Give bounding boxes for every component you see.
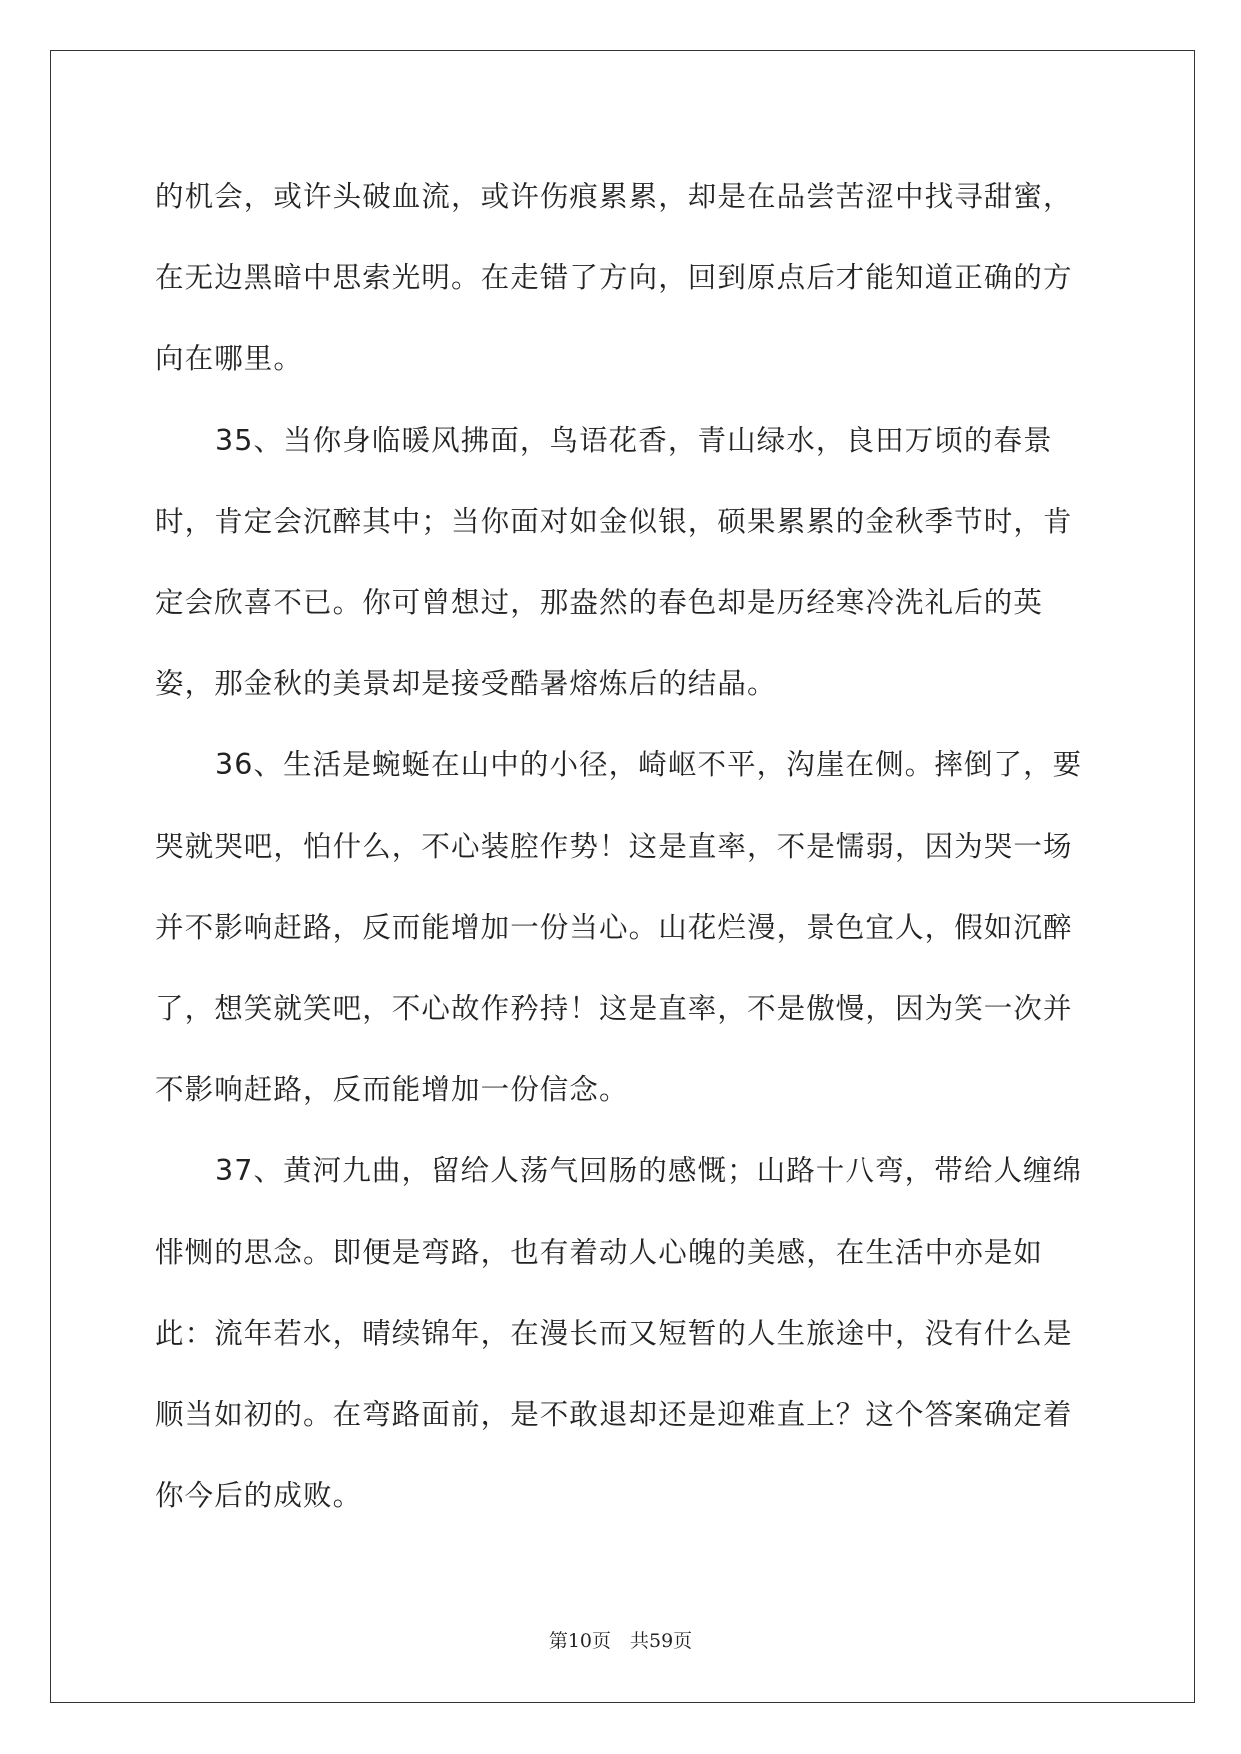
paragraph-35: 35、当你身临暖风拂面，鸟语花香，青山绿水，良田万顷的春景时，肯定会沉醉其中；当你面对如金似银，硕果累累的金秋季节时，肯定会欣喜不已。你可曾想过，那盎然的春色却是历经寒冷洗礼后的英姿，那金秋的美景却是接受酷暑熔炼后的结晶。: [155, 423, 1073, 701]
page-number-footer: 第10页 共59页: [548, 1630, 693, 1652]
paragraph-37: 37、黄河九曲，留给人荡气回肠的感慨；山路十八弯，带给人缠绵悱恻的思念。即便是弯路，也有着动人心魄的美感，在生活中亦是如此：流年若水，晴续锦年，在漫长而又短暂的人生旅途中，没有什么是顺当如初的。在弯路面前，是不敢退却还是迎难直上？这个答案确定着你今后的成败。: [155, 1154, 1083, 1513]
document-body: [155, 156, 1095, 1536]
paragraph-36: 36、生活是蜿蜒在山中的小径，崎岖不平，沟崖在侧。摔倒了，要哭就哭吧，怕什么，不心装腔作势！这是直率，不是懦弱，因为哭一场并不影响赶路，反而能增加一份当心。山花烂漫，景色宜人，假如沉醉了，想笑就笑吧，不心故作矜持！这是直率，不是傲慢，因为笑一次并不影响赶路，反而能增加一份信念。: [155, 748, 1083, 1107]
paragraph-continuation: 的机会，或许头破血流，或许伤痕累累，却是在品尝苦涩中找寻甜蜜，在无边黑暗中思索光明。在走错了方向，回到原点后才能知道正确的方向在哪里。: [155, 180, 1073, 376]
